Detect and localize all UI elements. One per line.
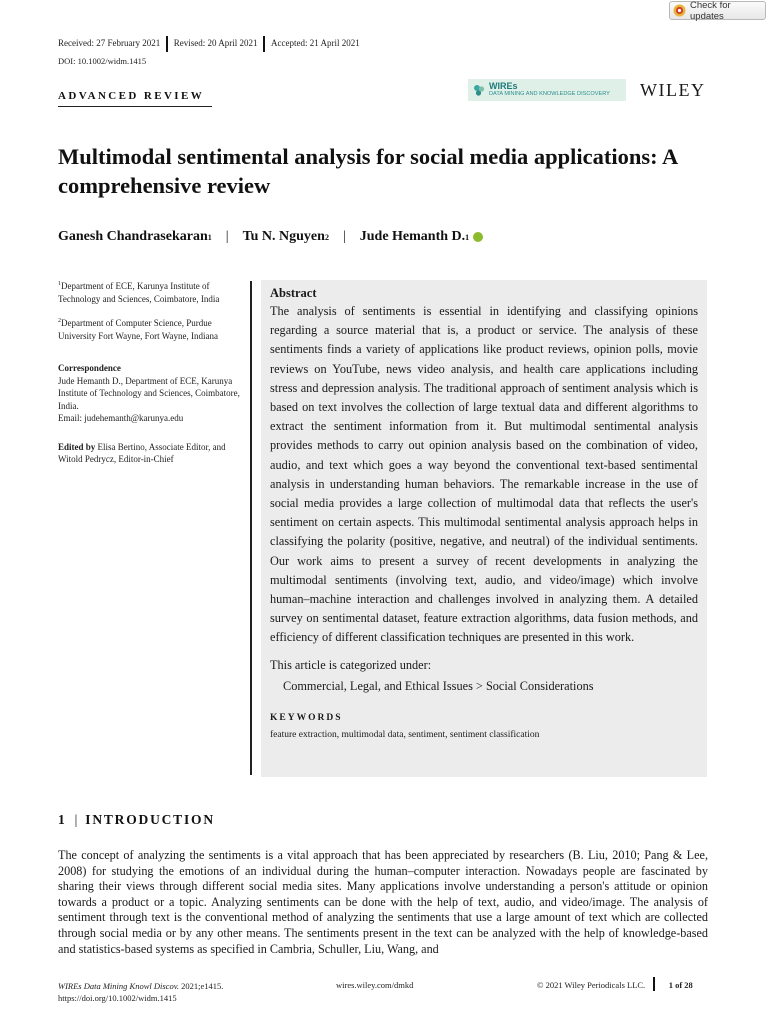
edited-by — [58, 441, 248, 466]
correspondence-email[interactable]: Email: judehemanth@karunya.edu — [58, 413, 184, 423]
author-separator: | — [342, 229, 346, 244]
footer-site-link[interactable]: wires.wiley.com/dmkd — [336, 980, 414, 990]
section-label: ADVANCED REVIEW — [58, 90, 205, 102]
edited-by-text: Elisa Bertino, Associate Editor, and Witold Pedrycz, Editor-in-Chief — [58, 441, 226, 464]
wires-logo — [468, 79, 626, 101]
wires-logo-icon — [472, 83, 486, 97]
author-list — [58, 229, 483, 245]
check-updates-label: Check for updates — [690, 0, 731, 22]
abstract-box — [261, 280, 707, 777]
doi: DOI: 10.1002/widm.1415 — [58, 56, 147, 66]
affiliations-column — [58, 278, 248, 476]
abstract-heading: Abstract — [270, 286, 317, 300]
footer-copyright: © 2021 Wiley Periodicals LLC. — [537, 980, 646, 990]
divider — [263, 36, 265, 52]
divider — [653, 977, 655, 991]
author-affiliation: 1 — [465, 232, 470, 242]
page-number: 1 of 28 — [668, 980, 693, 990]
edited-by-label: Edited by — [58, 441, 96, 452]
section-rule — [58, 106, 212, 107]
check-updates-icon — [673, 4, 686, 17]
categorized-label: This article is categorized under: — [270, 657, 432, 672]
wires-logo-name: WIREs — [489, 81, 518, 92]
author-separator: | — [225, 229, 229, 244]
publisher-logo: WILEY — [640, 80, 706, 100]
article-history — [58, 38, 360, 52]
footer-right — [537, 980, 693, 991]
correspondence — [58, 362, 248, 425]
orcid-icon[interactable] — [473, 232, 483, 242]
received-date: Received: 27 February 2021 — [58, 38, 161, 48]
footer-citation-text: 2021;e1415. — [178, 981, 224, 991]
accepted-date: Accepted: 21 April 2021 — [270, 38, 360, 48]
author-name[interactable]: Ganesh Chandrasekaran — [58, 229, 208, 244]
correspondence-text: Jude Hemanth D., Department of ECE, Karunya Institute of Technology and Sciences, Coimbatore, India. — [58, 375, 240, 411]
abstract-body: The analysis of sentiments is essential in identifying and classifying opinions regarding a source material that is, a product or service. The analysis of these sentiments finds a variety of applications like product reviews, opinion polls, movie reviews on YouTube, news video analysis, and health care applications including stress and depression analysis. The traditional approach of sentiment analysis which is based on text involves the collection of large textual data and different algorithms to extract the sentiment information from it. But multimodal sentimental analysis provides methods to carry out opinion analysis based on the combination of video, audio, and text which goes a way beyond the conventional text-based sentimental analysis in understanding human behaviors. The remarkable increase in the use of social media provides a large collection of multimodal data that reflects the user's sentiment on certain aspects. This multimodal sentimental analysis approach helps in classifying the polarity (positive, negative, and neutral) of the individual sentiments. Our work aims to present a survey of recent developments in analyzing the multimodal sentiments (involving text, audio, and video/image) which involve human–machine interaction and challenges involved in analyzing them. A detailed survey on sentimental dataset, feature extraction algorithms, data fusion methods, and efficiency of different classification techniques are presented in this work. — [270, 304, 698, 645]
wires-logo-subtitle: DATA MINING AND KNOWLEDGE DISCOVERY — [489, 91, 610, 98]
keywords-list: feature extraction, multimodal data, sentiment, sentiment classification — [270, 730, 540, 741]
footer-citation — [58, 980, 223, 1004]
section-number: 1 — [58, 812, 67, 827]
divider — [166, 36, 168, 52]
section-separator: | — [74, 812, 78, 827]
keywords-heading: KEYWORDS — [270, 713, 343, 724]
author-affiliation: 2 — [324, 232, 329, 242]
column-divider — [250, 281, 252, 775]
article-title: Multimodal sentimental analysis for social media applications: A comprehensive review — [58, 144, 677, 198]
author-affiliation: 1 — [207, 232, 212, 242]
section-title: INTRODUCTION — [85, 812, 215, 827]
section-heading-introduction — [58, 812, 215, 828]
footer-journal: WIREs Data Mining Knowl Discov. — [58, 981, 179, 991]
introduction-paragraph: The concept of analyzing the sentiments is a vital approach that has been appreciated by researchers (B. Liu, 2010; Pang & Lee, 2008) for studying the emotions of an individual during the human–computer interaction. Nowadays people are fascinated by sharing their views through different social media sites. Many applications involve understanding a person's attitude or opinion towards a product or a topic. Analyzing sentiments can be done with the help of text, audio, and video/image. The analysis of sentiment through text is the conventional method of analyzing the sentiments that use a large amount of text which are collected through social media or by any other means. The sentiments present in the text can be analyzed with the help of knowledge-based and statistics-based systems as specified in Cambria, Schuller, Liu, Wang, and — [58, 848, 708, 956]
author-name[interactable]: Jude Hemanth D. — [359, 229, 466, 244]
affiliation: $^1$Department of ECE, Karunya Institute of Technology and Sciences, Coimbatore, India — [58, 281, 220, 304]
revised-date: Revised: 20 April 2021 — [173, 38, 258, 48]
check-for-updates-button[interactable] — [669, 1, 766, 20]
footer-doi-link[interactable]: https://doi.org/10.1002/widm.1415 — [58, 993, 177, 1003]
correspondence-label: Correspondence — [58, 363, 121, 373]
category-item: Commercial, Legal, and Ethical Issues > Social Considerations — [283, 678, 594, 693]
affiliation: $^2$Department of Computer Science, Purdue University Fort Wayne, Fort Wayne, Indiana — [58, 318, 218, 341]
author-name[interactable]: Tu N. Nguyen — [242, 229, 325, 244]
